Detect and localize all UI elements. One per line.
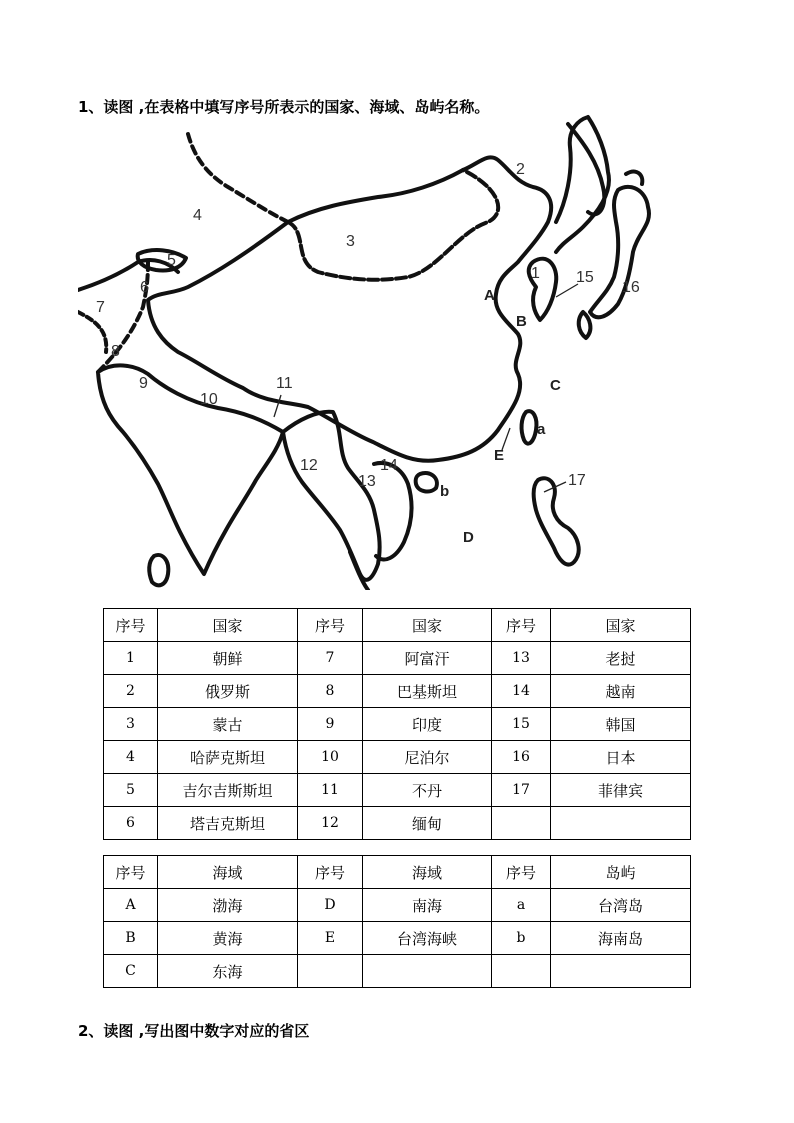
number-cell: [492, 807, 551, 840]
number-cell: 12: [298, 807, 363, 840]
sri-lanka: [149, 555, 168, 585]
answer-cell: 韩国: [551, 708, 691, 741]
caspian-region: [78, 312, 106, 352]
malay-peninsula: [350, 552, 368, 590]
answer-cell: 蒙古: [158, 708, 298, 741]
arrow-11: [274, 395, 281, 417]
kazakhstan-south: [78, 260, 178, 290]
russia-kazakhstan-border: [188, 134, 288, 222]
header-cell: 序号: [104, 609, 158, 642]
japan-kyushu: [579, 312, 591, 338]
asia-outline-map: [78, 112, 660, 590]
map-letter-A: A: [484, 287, 495, 304]
answer-cell: 哈萨克斯坦: [158, 741, 298, 774]
number-cell: 6: [104, 807, 158, 840]
number-cell: 17: [492, 774, 551, 807]
map-label-14: 14: [380, 457, 398, 474]
answer-cell: 塔吉克斯坦: [158, 807, 298, 840]
answer-cell: 尼泊尔: [363, 741, 492, 774]
number-cell: 8: [298, 675, 363, 708]
map-label-15: 15: [576, 269, 594, 286]
number-cell: 10: [298, 741, 363, 774]
table-row: [104, 708, 691, 741]
map-label-3: 3: [346, 233, 355, 250]
header-cell: 海域: [158, 856, 298, 889]
map-label-13: 13: [358, 473, 376, 490]
answer-cell: 黄海: [158, 922, 298, 955]
table-header-row: [104, 856, 691, 889]
map-label-9: 9: [139, 375, 148, 392]
table-header-row: [104, 609, 691, 642]
map-label-11: 11: [276, 375, 293, 392]
map-letter-D: D: [463, 529, 474, 546]
taiwan-island: [522, 411, 537, 444]
table-row: [104, 675, 691, 708]
map-letter-a: a: [537, 421, 546, 438]
header-cell: 国家: [551, 609, 691, 642]
answer-cell: 越南: [551, 675, 691, 708]
table-row: [104, 955, 691, 988]
answer-cell: [551, 955, 691, 988]
header-cell: 序号: [492, 856, 551, 889]
answer-cell: 缅甸: [363, 807, 492, 840]
map-label-8: 8: [111, 343, 120, 360]
number-cell: a: [492, 889, 551, 922]
number-cell: 14: [492, 675, 551, 708]
map-label-6: 6: [140, 279, 149, 296]
table-row: [104, 889, 691, 922]
seas-islands-table: [103, 855, 691, 988]
header-cell: 海域: [363, 856, 492, 889]
map-label-16: 16: [622, 279, 640, 296]
number-cell: 13: [492, 642, 551, 675]
map-letter-E: E: [494, 447, 505, 464]
map-label-5: 5: [167, 252, 176, 269]
map-label-7: 7: [96, 299, 105, 316]
table-row: [104, 741, 691, 774]
number-cell: 16: [492, 741, 551, 774]
answer-cell: 南海: [363, 889, 492, 922]
answer-cell: 印度: [363, 708, 492, 741]
answer-cell: 日本: [551, 741, 691, 774]
number-cell: 3: [104, 708, 158, 741]
question-1-title: 1、读图 ,在表格中填写序号所表示的国家、海域、岛屿名称。: [78, 98, 490, 116]
table-row: [104, 774, 691, 807]
number-cell: [298, 955, 363, 988]
number-cell: 11: [298, 774, 363, 807]
map-label-2: 2: [516, 161, 525, 178]
header-cell: 序号: [492, 609, 551, 642]
answer-cell: 海南岛: [551, 922, 691, 955]
answer-cell: 阿富汗: [363, 642, 492, 675]
number-cell: 2: [104, 675, 158, 708]
header-cell: 序号: [298, 856, 363, 889]
map-label-10: 10: [200, 391, 218, 408]
header-cell: 岛屿: [551, 856, 691, 889]
number-cell: 4: [104, 741, 158, 774]
mongolia-border: [288, 170, 498, 280]
table-row: [104, 807, 691, 840]
answer-cell: 菲律宾: [551, 774, 691, 807]
answer-cell: 吉尔吉斯斯坦: [158, 774, 298, 807]
number-cell: A: [104, 889, 158, 922]
header-cell: 国家: [158, 609, 298, 642]
answer-cell: 台湾岛: [551, 889, 691, 922]
philippines-islands: [534, 478, 579, 564]
answer-cell: 老挝: [551, 642, 691, 675]
answer-cell: 渤海: [158, 889, 298, 922]
number-cell: 5: [104, 774, 158, 807]
header-cell: 国家: [363, 609, 492, 642]
answer-cell: 巴基斯坦: [363, 675, 492, 708]
answer-cell: [363, 955, 492, 988]
map-label-17: 17: [568, 472, 586, 489]
header-cell: 序号: [104, 856, 158, 889]
number-cell: C: [104, 955, 158, 988]
number-cell: B: [104, 922, 158, 955]
map-letter-B: B: [516, 313, 527, 330]
table-row: [104, 922, 691, 955]
answer-cell: 朝鲜: [158, 642, 298, 675]
number-cell: D: [298, 889, 363, 922]
number-cell: 1: [104, 642, 158, 675]
answer-cell: [551, 807, 691, 840]
answer-cell: 台湾海峡: [363, 922, 492, 955]
china-border: [148, 157, 551, 460]
map-label-12: 12: [300, 457, 318, 474]
arrow-15: [556, 284, 578, 297]
answer-cell: 不丹: [363, 774, 492, 807]
map-label-4: 4: [193, 207, 202, 224]
table-row: [104, 642, 691, 675]
countries-table: [103, 608, 691, 840]
map-letter-b: b: [440, 483, 450, 500]
answer-cell: 东海: [158, 955, 298, 988]
question-2-title: 2、读图 ,写出图中数字对应的省区: [78, 1022, 310, 1040]
japan-north: [626, 172, 642, 184]
number-cell: 15: [492, 708, 551, 741]
answer-cell: 俄罗斯: [158, 675, 298, 708]
number-cell: 7: [298, 642, 363, 675]
map-label-1: 1: [531, 265, 540, 282]
map-letter-C: C: [550, 377, 561, 394]
number-cell: [492, 955, 551, 988]
number-cell: b: [492, 922, 551, 955]
number-cell: E: [298, 922, 363, 955]
map-letter-labels: [440, 287, 561, 546]
header-cell: 序号: [298, 609, 363, 642]
hainan-island: [416, 473, 437, 492]
number-cell: 9: [298, 708, 363, 741]
